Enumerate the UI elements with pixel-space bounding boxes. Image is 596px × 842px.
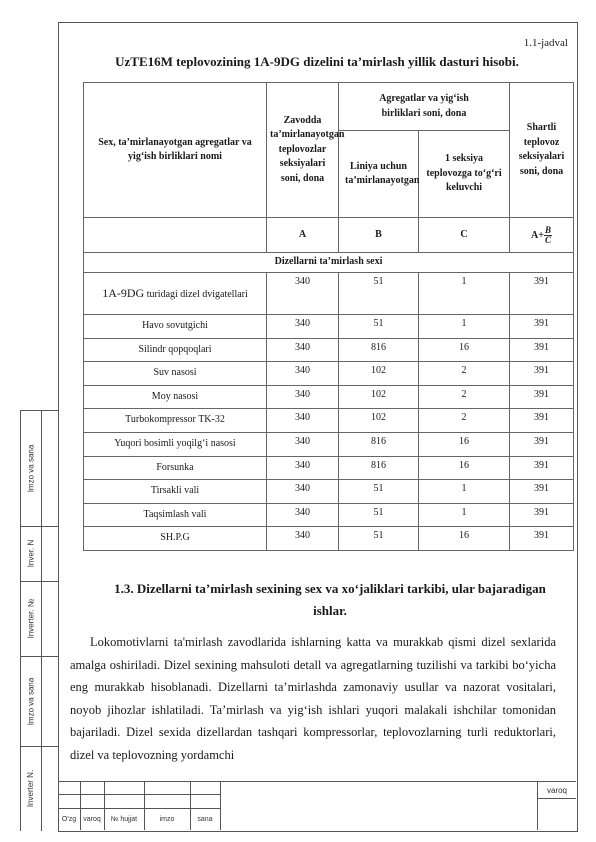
cell-b: 51	[339, 527, 419, 551]
cell-d: 391	[510, 315, 574, 339]
cell-a: 340	[267, 527, 339, 551]
cell-c: 1	[419, 480, 510, 504]
sheet-label: varoq	[546, 786, 567, 795]
row-name: SH.P.G	[84, 527, 267, 551]
letter-b: B	[339, 218, 419, 253]
cell-b: 816	[339, 456, 419, 480]
side-label-inverter-n: Inverter N.	[26, 769, 36, 808]
row-name: Turbokompressor TK-32	[84, 409, 267, 433]
side-label-inverter-no: Inverter. №	[26, 598, 36, 639]
stamp-label-varoq: varoq	[83, 816, 101, 823]
cell-a: 340	[267, 385, 339, 409]
cell-b: 102	[339, 385, 419, 409]
section-title-row: Dizellarni ta’mirlash sexi	[84, 253, 574, 273]
header-group: Agregatlar va yig‘ish birliklari soni, dona	[339, 83, 510, 131]
cell-c: 16	[419, 527, 510, 551]
letter-c: C	[419, 218, 510, 253]
header-col-c: 1 seksiya teplovozga to‘g‘ri keluvchi	[419, 131, 510, 218]
table-row	[84, 273, 574, 315]
section-heading: 1.3. Dizellarni ta’mirlash sexining sex va xo‘jaliklari tarkibi, ular bajaradigan ishlar.	[114, 581, 546, 618]
cell-d: 391	[510, 432, 574, 456]
cell-a: 340	[267, 315, 339, 339]
cell-d: 391	[510, 273, 574, 315]
body-paragraph: Lokomotivlarni ta'mirlash zavodlarida ishlarning katta va murakkab qismi dizel sexlarida amalga oshiriladi. Dizel sexining mahsuloti detall va agregatlarning tuzilishi va tarkibi bo‘yicha eng murakkab hisoblanadi. Dizellarni ta’mirlashda zamonaviy usullar va nazorat vositalari, noyob jihozlar ishlatiladi. Ta’mirlash va yig‘ish ishlari yuqori malakali ishchilar tomonidan bajariladi. Dizel sexida dizellardan tashqari kompressorlar, teplovozlarning turli reduktorlari, dizel va teplovozning yordamchi	[70, 635, 556, 762]
table-row	[84, 409, 574, 433]
stamp-label-ozg: O'zg	[61, 816, 77, 823]
cell-d: 391	[510, 385, 574, 409]
cell-d: 391	[510, 338, 574, 362]
cell-b: 51	[339, 273, 419, 315]
table-row	[84, 315, 574, 339]
row-name: Forsunka	[84, 456, 267, 480]
table-title: UzTE16M teplovozining 1A-9DG dizelini ta’mirlash yillik dasturi hisobi.	[115, 54, 519, 69]
cell-d: 391	[510, 362, 574, 386]
cell-d: 391	[510, 503, 574, 527]
cell-a: 340	[267, 338, 339, 362]
cell-b: 51	[339, 503, 419, 527]
row-name: Taqsimlash vali	[84, 503, 267, 527]
cell-b: 102	[339, 362, 419, 386]
row-name: Silindr qopqoqlari	[84, 338, 267, 362]
side-label-inver-n: Inver. N	[26, 539, 36, 568]
dizel-program-table	[83, 82, 574, 551]
letter-empty	[84, 218, 267, 253]
cell-a: 340	[267, 409, 339, 433]
row-name: 1A-9DG turidagi dizel dvigatellari	[84, 273, 267, 315]
header-section-name: Sex, ta’mirlanayotgan agregatlar va yig‘ish birliklari nomi	[84, 83, 267, 218]
cell-d: 391	[510, 456, 574, 480]
cell-c: 16	[419, 338, 510, 362]
cell-c: 2	[419, 362, 510, 386]
cell-c: 2	[419, 409, 510, 433]
cell-a: 340	[267, 480, 339, 504]
cell-d: 391	[510, 480, 574, 504]
cell-b: 816	[339, 432, 419, 456]
stamp-label-imzo: imzo	[159, 816, 175, 823]
table-row	[84, 338, 574, 362]
cell-b: 102	[339, 409, 419, 433]
left-binding-strip	[20, 410, 59, 831]
table-row	[84, 503, 574, 527]
cell-a: 340	[267, 456, 339, 480]
cell-c: 16	[419, 432, 510, 456]
header-col-a: Zavodda ta’mirlanayotgan teplovozlar seksiyalari soni, dona	[267, 83, 339, 218]
cell-c: 1	[419, 503, 510, 527]
stamp-label-hujjat: № hujjat	[110, 816, 138, 823]
row-name: Moy nasosi	[84, 385, 267, 409]
stamp-label-sana: sana	[197, 816, 213, 823]
cell-c: 2	[419, 385, 510, 409]
side-label-imzo-sana-1: Imzo va sana	[26, 444, 36, 493]
cell-d: 391	[510, 409, 574, 433]
header-col-b: Liniya uchun ta’mirlanayotgan	[339, 131, 419, 218]
letter-d: A+ $\frac{B}{C}$	[510, 218, 574, 253]
table-row	[84, 385, 574, 409]
cell-b: 51	[339, 315, 419, 339]
row-name: Havo sovutgichi	[84, 315, 267, 339]
cell-c: 1	[419, 273, 510, 315]
cell-a: 340	[267, 432, 339, 456]
letter-a: A	[267, 218, 339, 253]
row-name: Tirsakli vali	[84, 480, 267, 504]
row-name: Yuqori bosimli yoqilg‘i nasosi	[84, 432, 267, 456]
table-row	[84, 362, 574, 386]
cell-a: 340	[267, 273, 339, 315]
table-row	[84, 480, 574, 504]
cell-c: 1	[419, 315, 510, 339]
table-row	[84, 527, 574, 551]
side-label-imzo-sana-2: Imzo va sana	[26, 677, 36, 725]
cell-a: 340	[267, 503, 339, 527]
table-row	[84, 456, 574, 480]
row-name: Suv nasosi	[84, 362, 267, 386]
title-block	[58, 781, 576, 830]
table-row	[84, 432, 574, 456]
cell-b: 51	[339, 480, 419, 504]
cell-a: 340	[267, 362, 339, 386]
cell-d: 391	[510, 527, 574, 551]
cell-b: 816	[339, 338, 419, 362]
table-number: 1.1-jadval	[523, 37, 568, 49]
cell-c: 16	[419, 456, 510, 480]
header-col-d: Shartli teplovoz seksiyalari soni, dona	[510, 83, 574, 218]
